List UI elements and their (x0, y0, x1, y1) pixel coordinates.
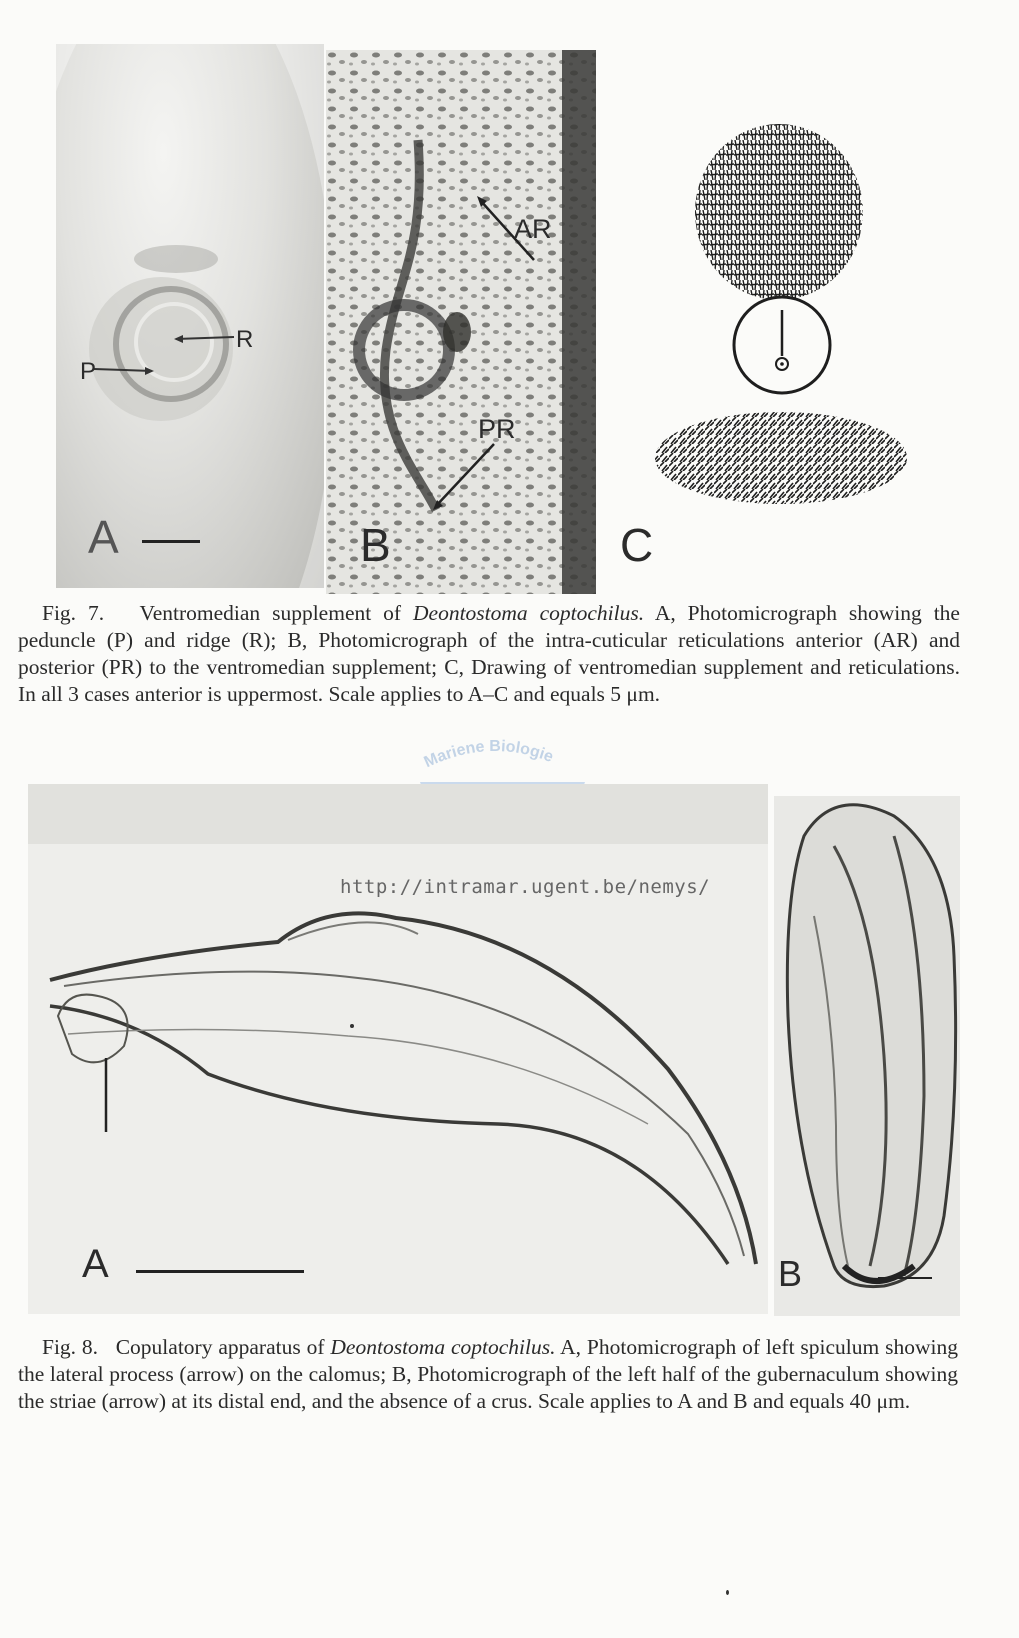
fig8a-spiculum (28, 784, 768, 1314)
watermark-url: http://intramar.ugent.be/nemys/ (340, 876, 711, 898)
fig7b-reticulations (326, 50, 596, 594)
svg-text:Mariene Biologie (422, 738, 556, 771)
fig8a-panel-letter: A (82, 1242, 109, 1286)
fig8-caption-text1: Copulatory apparatus of (115, 1335, 331, 1359)
fig7-caption-text1: Ventromedian supplement of (139, 601, 413, 625)
fig8b-panel-letter: B (778, 1253, 803, 1294)
fig7-panel-a (56, 44, 324, 588)
fig7a-label-p: P (80, 358, 97, 385)
fig8-panel-a (28, 784, 768, 1314)
fig8-panel-b (774, 796, 960, 1316)
fig7c-panel-letter: C (620, 519, 654, 571)
fig7-panel-c (606, 120, 936, 590)
fig8-scale-bar (136, 1270, 304, 1273)
fig8-caption-number: Fig. 8. (42, 1335, 99, 1359)
fig7a-label-r: R (236, 326, 254, 353)
fig7-caption-text2: A, Photomicrograph showing the peduncle (P) and ridge (R); B, Photomicrograph of the intra-cuticular reticulations anterior (AR) and posterior (PR) to the ventromedian supplement; C, Drawing of ventromedian supplement and reticulations. In all 3 cases anterior is uppermost. Scale applies to A–C and equals 5 μm. (18, 601, 960, 706)
fig7b-label-pr: PR (478, 414, 516, 444)
fig8-caption-text2: A, Photomicrograph of left spiculum showing the lateral process (arrow) on the calomus; B, Photomicrograph of the left half of the gubernaculum showing the striae (arrow) at its distal end, and the absence of a crus. Scale applies to A and B and equals 40 μm. (18, 1335, 958, 1413)
watermark-arc-text: Mariene Biologie (421, 737, 556, 772)
page-speck (726, 1590, 729, 1595)
fig7-scale-bar (142, 540, 200, 543)
fig7b-label-ar: AR (514, 214, 552, 244)
fig7c-drawing (606, 120, 936, 590)
fig8b-gubernaculum (774, 796, 960, 1316)
fig8-caption-species: Deontostoma coptochilus. (330, 1335, 556, 1359)
fig7a-panel-letter: A (88, 511, 119, 563)
fig7a-specimen (56, 44, 324, 588)
fig7-caption-species: Deontostoma coptochilus. (413, 601, 645, 625)
fig8a-dot (350, 1024, 354, 1028)
fig7b-panel-letter: B (360, 519, 391, 571)
fig8-caption (18, 1334, 958, 1415)
fig7-caption-number: Fig. 7. (42, 601, 105, 625)
fig7-caption (18, 600, 960, 708)
fig7-panel-b (326, 50, 596, 594)
